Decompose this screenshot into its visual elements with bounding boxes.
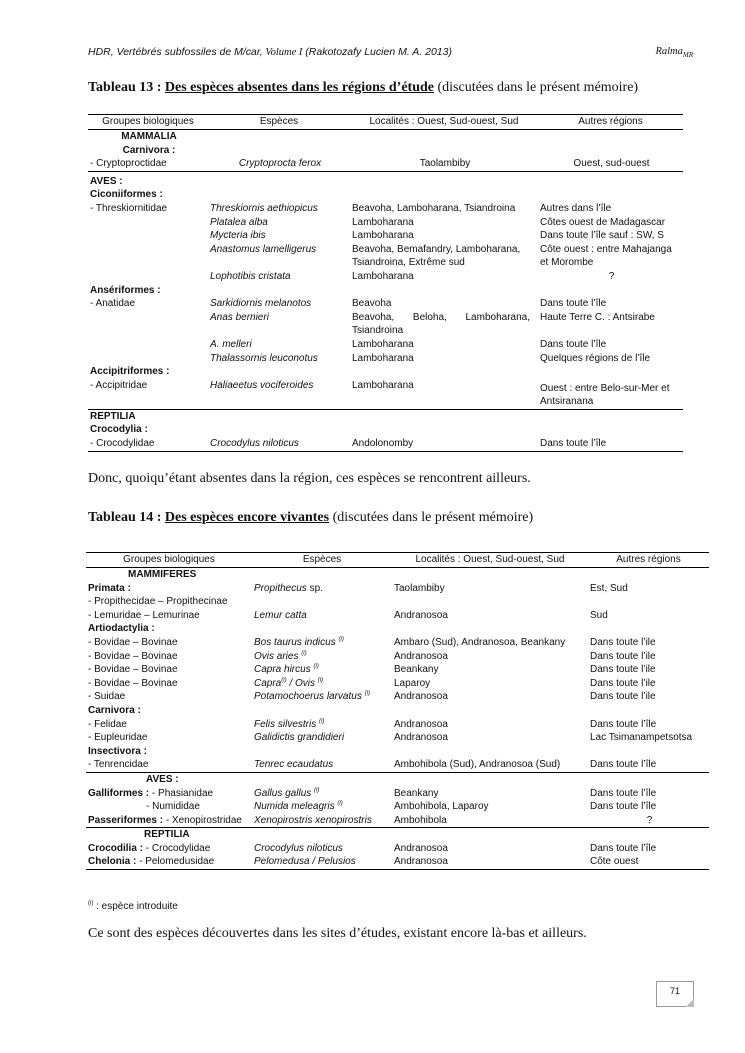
paragraph-1: Donc, quoiqu’étant absentes dans la région, ces espèces se rencontrent ailleurs. bbox=[88, 471, 531, 486]
table-header-row: Groupes biologiques Espèces Localités : Ouest, Sud-ouest, Sud Autres régions bbox=[86, 553, 709, 568]
table-row: - Accipitridae Haliaeetus vociferoides Lamboharana Ouest : entre Belo-sur-Mer et bbox=[90, 379, 670, 394]
table-row: Crocodilia : - Crocodylidae Crocodylus niloticus Andranosoa Dans toute l’île bbox=[88, 842, 657, 854]
paragraph-2: Ce sont des espèces découvertes dans les sites d’études, existant encore là-bas et ailleurs. bbox=[88, 926, 587, 941]
footnote: $^{(i)}$ : espèce introduite bbox=[88, 900, 178, 912]
running-header-left: HDR, Vertébrés subfossiles de M/car, Volume I (Rakotozafy Lucien M. A. 2013) bbox=[88, 46, 452, 58]
table-row: - Lemuridae – Lemurinae Lemur catta Andranosoa Sud bbox=[88, 609, 608, 621]
table-row: Thalassornis leuconotus Lamboharana Quelques régions de l’île bbox=[210, 352, 651, 364]
table-row: Lophotibis cristata Lamboharana ? bbox=[210, 270, 615, 282]
table-row: Mycteria ibis Lamboharana Dans toute l’île sauf : SW, S bbox=[210, 230, 664, 242]
table-row: Platalea alba Lamboharana Côtes ouest de Madagascar bbox=[210, 216, 666, 228]
table-row: Galliformes : - Phasianidae Gallus gallus $^{(i)}$ Beankany Dans toute l’île bbox=[88, 787, 657, 799]
table-row: - Bovidae – Bovinae Capra hircus $^{(i)}$ Beankany Dans toute l’ile bbox=[88, 663, 656, 676]
table-14: Groupes biologiques Espèces Localités : Ouest, Sud-ouest, Sud Autres régions MAMMIFERES Primata : Propithecus sp. Taolambiby Est, Sud - Propithecidae – Propithecinae - Lemuridae – Lemurinae Lemur catta Andranosoa Sud Artiodactylia : - Bovidae – Bovinae Bos taurus indicus $^{(i)}$ Ambaro (Sud), Andranosoa, Beankany Dans toute l’ile - Bovidae – Bovinae Ovis aries $^{(i)}$ Andranosoa Dans toute l’ile - Bovidae – Bovinae Capra hircus $^{(i)}$ Beankany Dans toute l’ile - Bovidae – Bovinae Capra$^{(i)}$ / Ovis $^{(i)}$ Laparoy Dans toute l’ile - Suidae Potamochoerus larvatus $^{(i)}$ Andranosoa Dans toute l’ile Carnivora : - Felidae Felis silvestris $^{(i)}$ Andranosoa Dans toute l’île - Eupleuridae Galidictis grandidieri Andranosoa Lac Tsimanampetsotsa Insectivora : - Tenrencidae Tenrec ecaudatus Ambohibola (Sud), Andranosoa (Sud) Dans toute l’île AVES : Galliformes : - Phasianidae Gallus gallus $^{(i)}$ Beankany Dans toute l’île - Numididae Numida meleagris $^{(i)}$ Ambohibola, Laparoy Dans toute l’île Passeriformes : - Xenopirostridae Xenopirostris xenopirostris Ambohibola ? REPTILIA Crocodilia : - Crocodylidae Crocodylus niloticus Andranosoa Dans toute l’île Chelonia : - Pelomedusidae Pelomedusa / Pelusios Andranosoa Côte ouest bbox=[86, 552, 709, 870]
table-row: - Threskiornitidae Threskiornis aethiopicus Beavoha, Lamboharana, Tsiandroina Autres dans l’île bbox=[90, 202, 612, 214]
table-row: - Cryptoproctidae Cryptoprocta ferox Taolambiby Ouest, sud-ouest bbox=[90, 158, 650, 170]
table-row: A. melleri Lamboharana Dans toute l’île bbox=[210, 338, 607, 350]
table-row: Anastomus lamelligerus Beavoha, Bemafandry, Lamboharana, Côte ouest : entre Mahajanga bbox=[210, 243, 672, 255]
page-number: 71 bbox=[656, 981, 694, 1007]
table-row: - Bovidae – Bovinae Ovis aries $^{(i)}$ Andranosoa Dans toute l’ile bbox=[88, 650, 656, 662]
running-header-right: Ralma$_{MR}$ bbox=[655, 46, 693, 60]
table-row: - Bovidae – Bovinae Bos taurus indicus $^{(i)}$ Ambaro (Sud), Andranosoa, Beankany Dans toute l’ile bbox=[88, 636, 656, 648]
table-row: Primata : Propithecus sp. Taolambiby Est, Sud bbox=[88, 582, 628, 594]
table-row: - Tenrencidae Tenrec ecaudatus Ambohibola (Sud), Andranosoa (Sud) Dans toute l’île bbox=[88, 759, 657, 771]
table-row: - Anatidae Sarkidiornis melanotos Beavoha Dans toute l’île bbox=[90, 298, 607, 310]
table-row: Passeriformes : - Xenopirostridae Xenopirostris xenopirostris Ambohibola ? bbox=[88, 814, 653, 826]
table-row: Anas bernieri Beavoha, Beloha, Lamboharana, Haute Terre C. : Antsirabe bbox=[210, 311, 655, 323]
table-row: - Bovidae – Bovinae Capra$^{(i)}$ / Ovis $^{(i)}$ Laparoy Dans toute l’ile bbox=[88, 677, 656, 689]
table-row: - Crocodylidae Crocodylus niloticus Andolonomby Dans toute l’île bbox=[88, 437, 683, 451]
table-row: - Numididae Numida meleagris $^{(i)}$ Ambohibola, Laparoy Dans toute l’île bbox=[146, 800, 657, 813]
table-row: - Eupleuridae Galidictis grandidieri Andranosoa Lac Tsimanampetsotsa bbox=[88, 732, 693, 744]
table-row: - Felidae Felis silvestris $^{(i)}$ Andranosoa Dans toute l’île bbox=[88, 718, 657, 730]
table-13: Groupes biologiques Espèces Localités : Ouest, Sud-ouest, Sud Autres régions MAMMALIA Carnivora : - Cryptoproctidae Cryptoprocta ferox Taolambiby Ouest, sud-ouest AVES : Ciconiiformes : - Threskiornitidae Threskiornis aethiopicus Beavoha, Lamboharana, Tsiandroina Autres dans l’île Platalea alba Lamboharana Côtes ouest de Madagascar Mycteria ibis Lamboharana Dans toute l’île sauf : SW, S Anastomus lamelligerus Beavoha, Bemafandry, Lamboharana, Côte ouest : entre Mahajanga Tsiandroina, Extrême sud et Morombe Lophotibis cristata Lamboharana ? Ansériformes : - Anatidae Sarkidiornis melanotos Beavoha Dans toute l’île Anas bernieri Beavoha, Beloha, Lamboharana, Haute Terre C. : Antsirabe Tsiandroina A. melleri Lamboharana Dans toute l’île Thalassornis leuconotus Lamboharana Quelques régions de l’île Accipitriformes : - Accipitridae Haliaeetus vociferoides Lamboharana Ouest : entre Belo-sur-Mer et Antsiranana REPTILIA Crocodylia : - Crocodylidae Crocodylus niloticus Andolonomby Dans toute l’île bbox=[88, 114, 683, 452]
table-header-row: Groupes biologiques Espèces Localités : Ouest, Sud-ouest, Sud Autres régions bbox=[88, 115, 683, 130]
table-row: - Suidae Potamochoerus larvatus $^{(i)}$ Andranosoa Dans toute l’ile bbox=[88, 691, 656, 703]
table13-caption: Tableau 13 : Des espèces absentes dans les régions d’étude (discutées dans le présent mémoire) bbox=[88, 80, 639, 95]
table-row: Chelonia : - Pelomedusidae Pelomedusa / Pelusios Andranosoa Côte ouest bbox=[86, 855, 709, 869]
table14-caption: Tableau 14 : Des espèces encore vivantes (discutées dans le présent mémoire) bbox=[88, 510, 534, 525]
